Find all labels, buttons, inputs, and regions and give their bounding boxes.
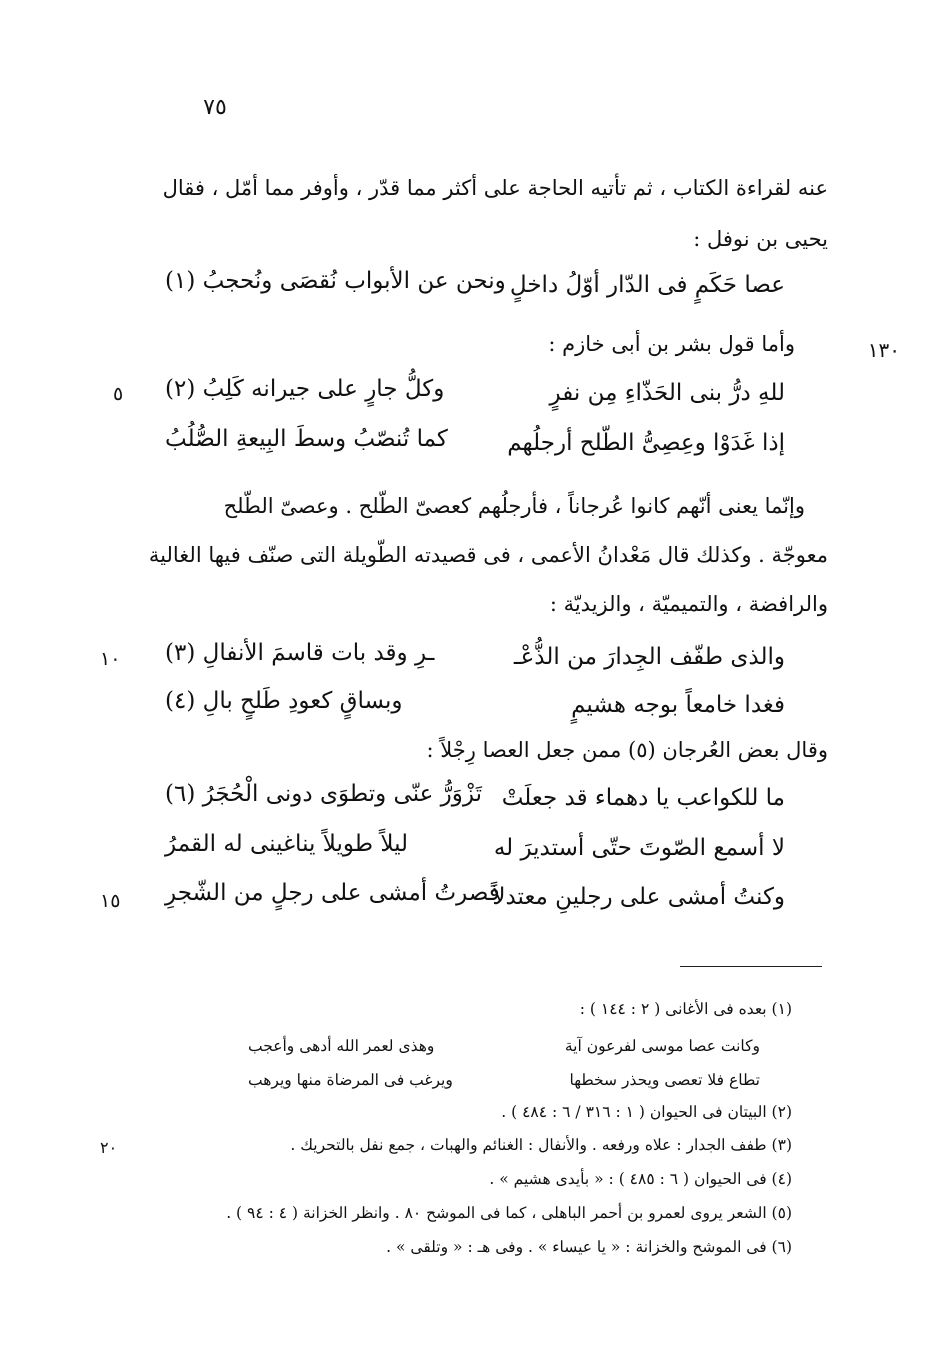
line-number: ١٠ [100,648,121,670]
text-line: وقال بعض العُرجان (٥) ممن جعل العصا رِجْلاً : [426,738,828,762]
verse-hemistich-left: وبساقٍ كعودِ طَلحٍ بالِ (٤) [165,688,403,714]
verse-hemistich-left: فصرتُ أمشى على رجلٍ من الشّجرِ [165,880,500,906]
footnote-verse-hemistich-left: ويرغب فى المرضاة منها ويرهب [248,1071,453,1089]
verse-hemistich-left: وكلُّ جارٍ على جيرانه كَلِبُ (٢) [165,376,445,402]
footnote-separator [680,966,822,967]
verse-hemistich-right: وكنتُ أمشى على رجلينِ معتدلاً [492,884,785,910]
text-line: وأما قول بشر بن أبى خازم : [548,332,795,356]
text-line: وإنّما يعنى أنّهم كانوا عُرجاناً ، فأرجلُهم كعصىّ الطّلح . وعصىّ الطّلح [223,494,805,518]
verse-hemistich-left: ـرِ وقد بات قاسمَ الأنفالِ (٣) [165,640,435,666]
footnote: (٣) طفف الجدار : علاه ورفعه . والأنفال : الغنائم والهبات ، جمع نفل بالتحريك . [290,1136,792,1154]
line-number: ١٥ [100,890,121,912]
footnote: (١) بعده فى الأغانى ( ٢ : ١٤٤ ) : [579,1000,792,1018]
verse-hemistich-right: ما للكواعب يا دهماء قد جعلَتْ [501,785,785,811]
verse-hemistich-right: والذى طفّف الجِدارَ من الذُّعْـ [513,644,785,670]
line-number: ٢٠ [100,1138,118,1157]
verse-hemistich-right: للهِ درُّ بنى الحَذّاءِ مِن نفرٍ [549,380,785,406]
text-line: والرافضة ، والتميميّة ، والزيديّة : [549,592,828,616]
footnote: (٥) الشعر يروى لعمرو بن أحمر الباهلى ، كما فى الموشح ٨٠ . وانظر الخزانة ( ٤ : ٩٤ ) . [226,1204,792,1222]
verse-hemistich-left: كما تُنصّبُ وسطَ البِيعةِ الصُّلُبُ [165,426,448,452]
verse-hemistich-right: فغدا خامعاً بوجه هشيمٍ [571,692,785,718]
text-line: يحيى بن نوفل : [693,227,828,251]
footnote: (٦) فى الموشح والخزانة : « يا عيساء » . وفى هـ : « وتلقى » . [386,1238,792,1256]
text-line: معوجّة . وكذلك قال مَعْدانُ الأعمى ، فى قصيدته الطّويلة التى صنّف فيها الغالية [148,543,828,567]
verse-hemistich-right: إذا غَدَوْا وعِصِىُّ الطّلح أرجلُهم [507,430,785,456]
verse-hemistich-left: ونحن عن الأبواب نُقصَى ونُحجبُ (١) [165,268,506,294]
footnote: (٢) البيتان فى الحيوان ( ١ : ٣١٦ / ٦ : ٤٨٤ ) . [501,1103,792,1121]
text-line: عنه لقراءة الكتاب ، ثم تأتيه الحاجة على أكثر مما قدّر ، وأوفر مما أمّل ، فقال [162,176,828,200]
verse-hemistich-left: ليلاً طويلاً يناغينى له القمرُ [165,831,409,857]
page-number: ٧٥ [203,95,227,120]
verse-hemistich-left: تَزْوَرُّ عنّى وتطوَى دونى الْحُجَرُ (٦) [165,781,482,807]
section-number: ١٣٠ [867,338,900,362]
footnote-verse-hemistich-left: وهذى لعمر الله أدهى وأعجب [248,1037,435,1055]
footnote-verse-hemistich-right: تطاع فلا تعصى ويحذر سخطها [569,1071,760,1089]
footnote: (٤) فى الحيوان ( ٦ : ٤٨٥ ) : « بأيدى هشيم » . [489,1170,792,1188]
line-number: ٥ [113,383,124,405]
footnote-verse-hemistich-right: وكانت عصا موسى لفرعون آية [564,1037,760,1055]
verse-hemistich-right: لا أسمع الصّوتَ حتّى أستديرَ له [493,835,785,861]
verse-hemistich-right: عصا حَكَمٍ فى الدّار أوّلُ داخلٍ [509,272,785,298]
